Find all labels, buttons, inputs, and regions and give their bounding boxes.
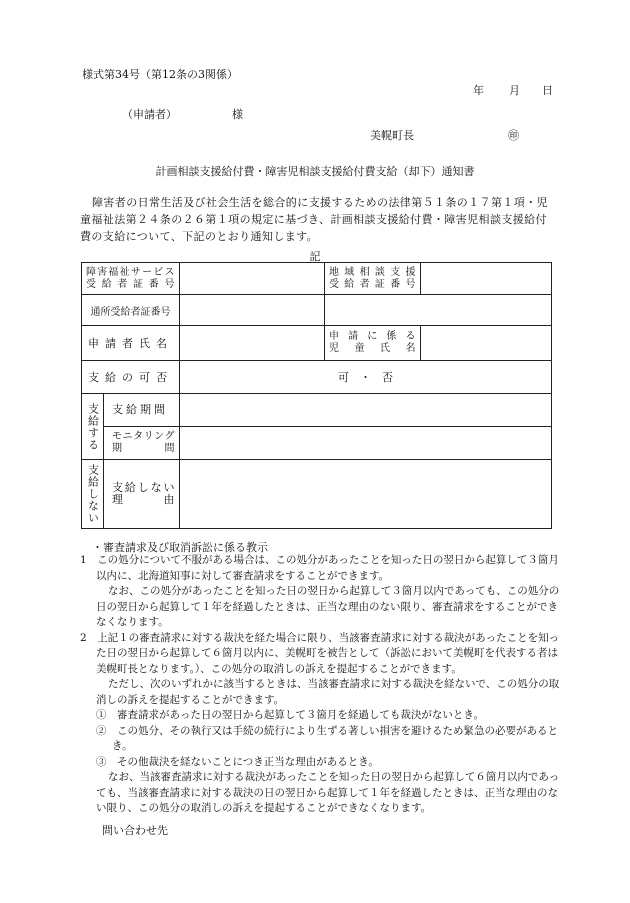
daycare-cert-label: 通所受給者証番号 bbox=[82, 295, 180, 326]
table-row bbox=[82, 295, 552, 326]
notice-paragraph: 1 この処分について不服がある場合は、この処分があったことを知った日の翌日から起算して３箇月以内に、北海道知事に対して審査請求をすることができます。 bbox=[80, 554, 559, 582]
monitoring-label: モニタリング 期間 bbox=[104, 427, 180, 460]
notice-paragraph: なお、この処分があったことを知った日の翌日から起算して３箇月以内であっても、この処分の日の翌日から起算して１年を経過したときは、正当な理由のない限り、審査請求をすることができなくなります。 bbox=[96, 585, 560, 628]
child-name-label: 申請に係る 児童氏名 bbox=[325, 326, 421, 361]
regional-cert-label: 地域相談支援 受給者証番号 bbox=[325, 263, 421, 295]
applicant-name-field[interactable] bbox=[180, 326, 325, 361]
honorific: 様 bbox=[232, 108, 243, 121]
seal-mark: ㊞ bbox=[508, 129, 519, 142]
date-year: 年 bbox=[473, 84, 484, 97]
contact-label: 問い合わせ先 bbox=[102, 824, 168, 837]
daycare-cert-digits[interactable] bbox=[180, 295, 325, 326]
intro-text: 障害者の日常生活及び社会生活を総合的に支援するための法律第５１条の１７第１項・児童福祉法第２４条の２６第１項の規定に基づき、計画相談支援給付費・障害児相談支援給付費の支給について、下記のとおり通知します。 bbox=[80, 196, 548, 243]
regional-cert-digits[interactable] bbox=[421, 263, 552, 295]
table-row bbox=[82, 394, 552, 427]
supply-period-label: 支給期間 bbox=[104, 394, 180, 427]
welfare-cert-digits[interactable] bbox=[180, 263, 325, 295]
supply-period-field[interactable] bbox=[180, 394, 552, 427]
ki-marker: 記 bbox=[309, 250, 321, 263]
welfare-cert-label: 障害福祉サービス 受給者証番号 bbox=[82, 263, 180, 295]
applicant-name-label: 申請者氏名 bbox=[82, 326, 180, 361]
approval-value[interactable]: 可 ・ 否 bbox=[180, 361, 552, 394]
table-row bbox=[82, 361, 552, 394]
notice-paragraph: 2 上記１の審査請求に対する裁決を経た場合に限り、当該審査請求に対する裁決があったことを知った日の翌日から起算して６箇月以内に、美幌町を被告として（訴訟において美幌町を代表する者は美幌町長となります。）、この処分の取消しの訴えを提起することができます。 bbox=[80, 631, 560, 675]
no-supply-reason-label: 支給しない 理由 bbox=[104, 460, 180, 529]
notice-paragraph: なお、当該審査請求に対する裁決があったことを知った日の翌日から起算して６箇月以内であっても、当該審査請求に対する裁決の日の翌日から起算して１年を経過したときは、正当な理由のない限り、この処分の取消しの訴えを提起することができなくなります。 bbox=[96, 771, 560, 814]
table-row bbox=[82, 326, 552, 361]
form-number: 様式第34号（第12条の3関係） bbox=[82, 68, 238, 81]
table-row bbox=[82, 263, 552, 295]
notice-list-item: ③ その他裁決を経ないことにつき正当な理由があるとき。 bbox=[96, 755, 379, 768]
document-title: 計画相談支援給付費・障害児相談支援給付費支給（却下）通知書 bbox=[155, 165, 475, 178]
notice-list-item: ① 審査請求があった日の翌日から起算して３箇月を経過しても裁決がないとき。 bbox=[96, 709, 484, 721]
notice-list-item: ② この処分、その執行又は手続の続行により生ずる著しい損害を避けるため緊急の必要があるとき。 bbox=[96, 724, 558, 752]
no-supply-reason-field[interactable] bbox=[180, 460, 552, 529]
date-day: 日 bbox=[542, 84, 553, 97]
date-month: 月 bbox=[509, 84, 520, 97]
info-table bbox=[81, 262, 552, 529]
table-row bbox=[82, 460, 552, 529]
monitoring-field[interactable] bbox=[180, 427, 552, 460]
no-supply-group-label: 支給しない bbox=[82, 460, 104, 529]
child-name-field[interactable] bbox=[421, 326, 552, 361]
issuer: 美幌町長 bbox=[370, 129, 414, 142]
notice-paragraph: ただし、次のいずれかに該当するときは、当該審査請求に対する裁決を経ないで、この処分の取消しの訴えを提起することができます。 bbox=[96, 678, 560, 706]
supply-group-label: 支給する bbox=[82, 394, 104, 460]
table-row bbox=[82, 427, 552, 460]
approval-label: 支給の可否 bbox=[82, 361, 180, 394]
notice-body bbox=[80, 553, 560, 817]
empty-cell bbox=[325, 295, 552, 326]
applicant-label: （申請者） bbox=[122, 108, 177, 121]
notice-heading: ・審査請求及び取消訴訟に係る教示 bbox=[92, 541, 268, 554]
